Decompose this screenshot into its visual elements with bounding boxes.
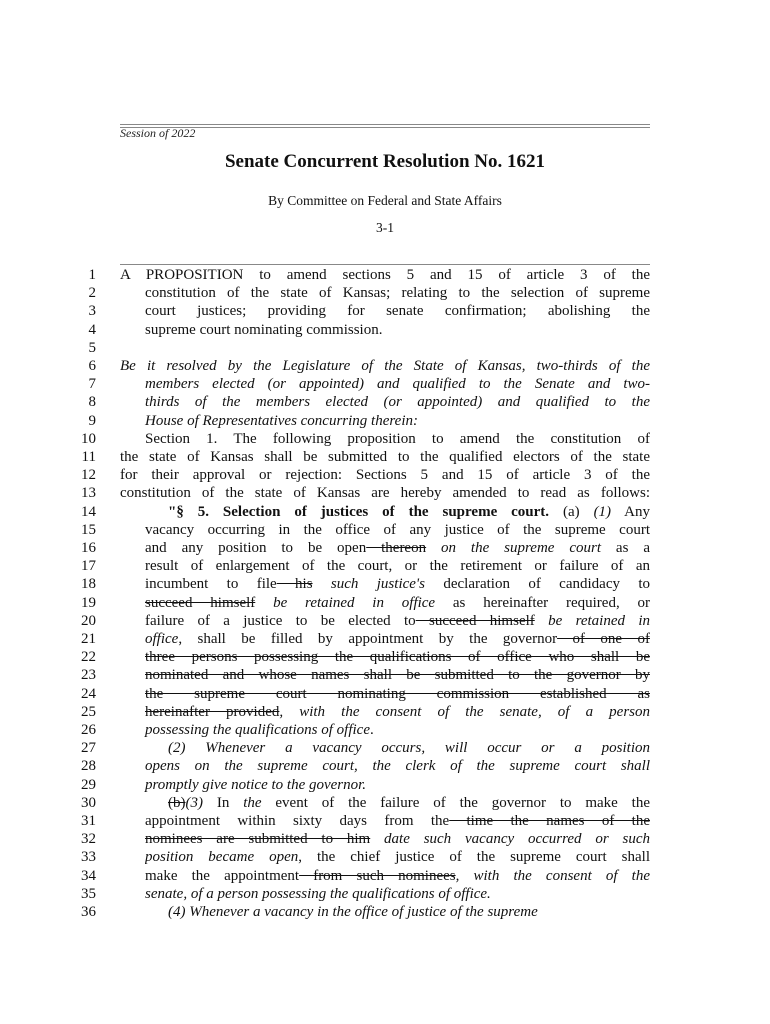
text-line [168,503,650,521]
line-number: 13 [81,485,96,502]
line-number: 31 [81,813,96,829]
stricken-text: three persons possessing the qualifications of office who shall be [145,649,650,666]
inserted-text: date such vacancy occurred or such [370,831,650,848]
text-line [145,594,650,612]
line-number: 7 [88,376,96,393]
text-line [145,830,650,848]
text-line [145,612,650,630]
text-line [145,393,650,411]
text-line [145,302,650,320]
line-number: 20 [81,612,96,629]
inserted-text: such justice's [312,576,425,593]
line-number: 19 [81,594,96,611]
line-number: 24 [81,685,96,702]
line-number: 2 [88,285,96,302]
line-number: 27 [81,740,96,757]
line-number: 26 [81,722,96,738]
line-number: 12 [81,467,96,484]
inserted-text: , with the consent of the senate, of a person [279,703,650,720]
inserted-text: possessing the qualifications of office [145,722,370,738]
text-segment: result of enlargement of the court, or the retirement or failure of an [145,558,650,575]
text-segment: Any [611,503,650,520]
line-number: 21 [81,631,96,647]
header-rule-bottom [120,127,650,128]
line-number: 5 [88,339,96,356]
text-line [120,448,650,466]
inserted-text: the [243,794,262,811]
stricken-text: his [276,576,313,593]
body-rule [120,264,650,265]
text-line [145,375,650,393]
line-number: 25 [81,703,96,720]
line-number: 16 [81,540,96,556]
line-number: 23 [81,667,96,684]
text-line [120,466,650,484]
text-segment: In [203,794,244,811]
line-number: 28 [81,758,96,775]
text-segment: vacancy occurring in the office of any justice of the supreme court [145,521,650,538]
inserted-text: (1) [593,503,612,520]
stricken-text: nominees are submitted to him [145,831,371,848]
text-line [145,521,650,539]
inserted-text: members elected (or appointed) and qualified to the Senate and two- [145,376,650,393]
stricken-text: from such nominees [299,867,456,884]
session-label: Session of 2022 [120,126,196,140]
stricken-text: time the names of the [449,813,650,829]
text-segment: as a [601,540,650,556]
text-segment: incumbent to file [145,576,277,593]
inserted-text: senate, of a person possessing the qualifications of office. [145,885,491,902]
line-number: 29 [81,776,96,793]
text-segment: . [370,722,374,738]
introduction-date: 3-1 [376,220,394,235]
line-number: 9 [88,412,96,429]
line-number: 3 [88,303,96,320]
line-number: 32 [81,831,96,848]
text-segment: and any position to be open [145,540,367,556]
text-segment: Section 1. The following proposition to amend the constitution of [145,430,650,447]
line-number: 30 [81,794,96,811]
text-line [145,721,650,739]
text-segment: , the chief justice of the supreme court shall [298,849,650,866]
inserted-text: thirds of the members elected (or appointed) and qualified to the [145,394,650,411]
text-segment: constitution of the state of Kansas; relating to the selection of supreme [145,285,650,302]
text-line [145,321,650,339]
inserted-text: be retained in office [255,594,436,611]
stricken-text: thereon [366,540,427,556]
line-number: 35 [81,885,96,902]
text-line [168,903,650,921]
line-number: 33 [81,849,96,866]
text-segment: make the appointment [145,867,300,884]
line-number: 18 [81,576,96,593]
text-segment: event of the failure of the governor to make the [261,794,650,811]
text-line [145,776,650,794]
text-line [120,484,650,502]
text-segment: declaration of candidacy to [424,576,650,593]
text-line [145,848,650,866]
inserted-text: opens on the supreme court, the clerk of the supreme court shall [145,758,650,775]
line-number: 34 [81,867,96,884]
text-segment: supreme court nominating commission. [145,321,383,338]
text-segment: failure of a justice to be elected to [145,612,416,629]
inserted-text: office [145,631,179,647]
text-line [145,867,650,885]
text-line [120,266,650,284]
text-line [168,794,650,812]
text-segment: appointment within sixty days from the [145,813,450,829]
text-line [145,575,650,593]
line-number: 10 [81,430,96,447]
text-line [168,739,650,757]
text-line [145,430,650,448]
text-segment: "§ 5. Selection of justices of the supreme court. [168,503,550,520]
stricken-text: nominated and whose names shall be submitted to the governor by [145,667,650,684]
text-segment: the state of Kansas shall be submitted to the qualified electors of the state [120,449,650,465]
inserted-text: promptly give notice to the governor. [145,776,367,793]
inserted-text: (4) Whenever a vacancy in the office of justice of the supreme [168,904,538,920]
text-segment: court justices; providing for senate confirmation; abolishing the [145,303,650,320]
text-line [145,685,650,703]
text-line [145,539,650,557]
line-number: 36 [81,904,96,920]
inserted-text: position became open [145,849,299,866]
stricken-text: succeed himself [415,612,535,629]
inserted-text: (3) [185,794,203,811]
line-number: 14 [81,503,96,520]
stricken-text: the supreme court nominating commission established as [145,685,650,702]
byline: By Committee on Federal and State Affairs [268,193,502,208]
line-number: 15 [81,521,96,538]
stricken-text: (b) [168,794,186,811]
text-line [145,412,650,430]
text-line [145,812,650,830]
text-segment: constitution of the state of Kansas are hereby amended to read as follows: [120,485,650,502]
text-line [145,648,650,666]
text-line [145,557,650,575]
line-number: 1 [88,267,96,283]
inserted-text: on the supreme court [426,540,602,556]
text-segment: for their approval or rejection: Sections 5 and 15 of article 3 of the [120,467,650,484]
line-number: 11 [81,449,96,465]
inserted-text: , with the consent of the [455,867,650,884]
inserted-text: be retained in [534,612,650,629]
inserted-text: House of Representatives concurring therein: [145,412,418,429]
text-line [145,885,650,903]
line-number: 4 [88,321,96,338]
text-segment: as hereinafter required, or [435,594,650,611]
line-number: 22 [81,649,96,666]
header-rule-top [120,124,650,125]
text-line [145,630,650,648]
text-line [145,666,650,684]
text-line [145,703,650,721]
text-line [145,284,650,302]
line-number: 6 [88,358,96,374]
line-number: 17 [81,558,96,575]
inserted-text: (2) Whenever a vacancy occurs, will occur or a position [168,740,650,757]
text-segment: A PROPOSITION to amend sections 5 and 15 of article 3 of the [120,267,650,283]
resolution-title: Senate Concurrent Resolution No. 1621 [224,151,545,172]
stricken-text: hereinafter provided [145,703,280,720]
inserted-text: Be it resolved by the Legislature of the State of Kansas, two-thirds of the [120,358,650,374]
text-segment: (a) [549,503,594,520]
line-number: 8 [88,394,96,411]
text-segment: , shall be filled by appointment by the governor [178,631,558,647]
text-line [120,357,650,375]
stricken-text: succeed himself [145,594,256,611]
stricken-text: of one of [557,631,650,647]
text-line [145,757,650,775]
